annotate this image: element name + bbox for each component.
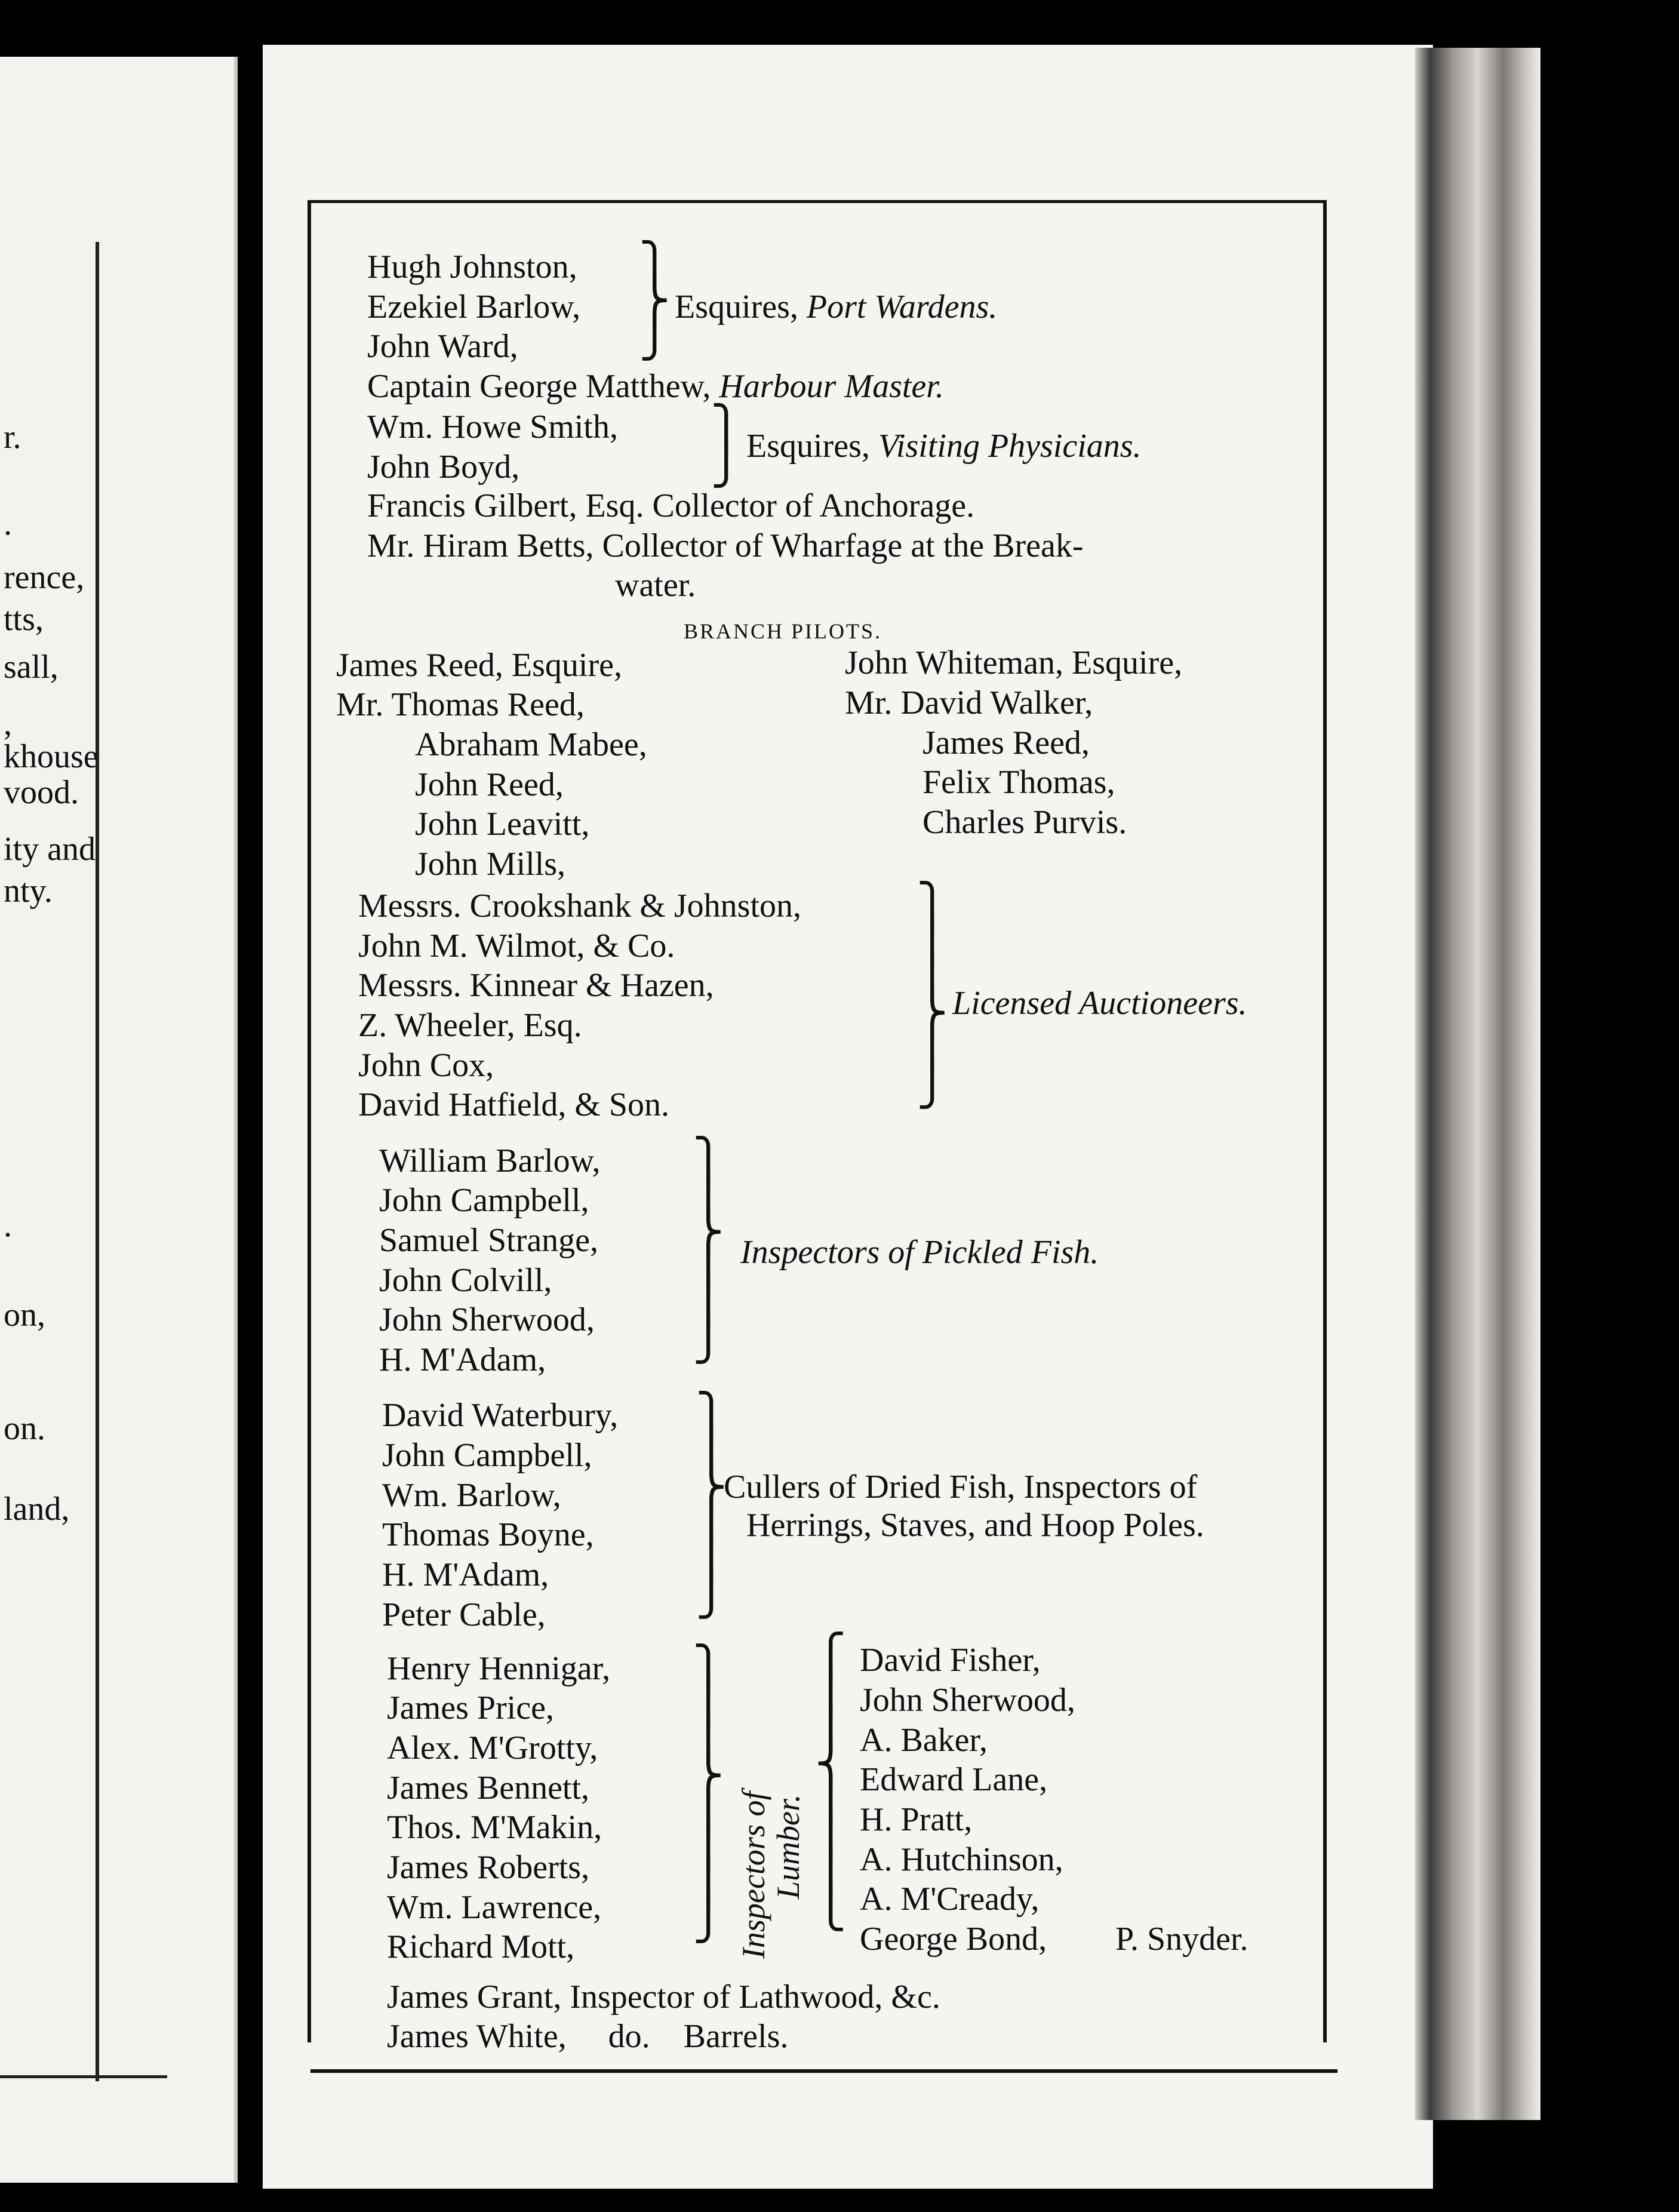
lathwood-line: James Grant, Inspector of Lathwood, &c. [387, 1978, 940, 2016]
pilot-name: James Reed, [922, 724, 1090, 761]
fish-inspector-name: Samuel Strange, [379, 1222, 599, 1259]
physician-name: Wm. Howe Smith, [367, 408, 618, 446]
wharfage-line-cont: water. [615, 567, 696, 604]
left-fragment: sall, [4, 649, 59, 686]
lumber-inspector-name: James Price, [387, 1689, 554, 1726]
pickled-fish-title: Inspectors of Pickled Fish. [740, 1234, 1099, 1271]
page-edge [1415, 48, 1540, 2120]
pilot-name: John Whiteman, Esquire, [845, 644, 1183, 681]
lumber-inspector-name: Thos. M'Makin, [387, 1809, 602, 1846]
harbour-master-line [367, 367, 944, 405]
left-fragment: , [4, 705, 12, 742]
lumber-inspector-name: Alex. M'Grotty, [387, 1729, 598, 1766]
lumber-inspector-name: A. Baker, [860, 1722, 988, 1759]
fish-inspector-name: John Colvill, [379, 1262, 552, 1299]
left-fragment: ity and [4, 831, 96, 868]
left-page-rule [96, 242, 99, 2081]
left-fragment: . [4, 1207, 12, 1244]
culler-name: Peter Cable, [382, 1596, 546, 1633]
brace: ⎫ ⎬ ⎭ [639, 242, 671, 360]
culler-name: David Waterbury, [382, 1397, 619, 1434]
lumber-inspector-name: H. Pratt, [860, 1801, 973, 1838]
culler-name: John Campbell, [382, 1437, 592, 1474]
brace: ⎫ ⎪ ⎬ ⎪ ⎪ ⎭ [693, 1138, 724, 1363]
port-wardens-label [675, 288, 997, 326]
left-fragment: . [4, 505, 12, 542]
fish-inspector-name: William Barlow, [379, 1142, 601, 1179]
left-fragment: vood. [4, 774, 79, 811]
pilot-name: Mr. Thomas Reed, [336, 686, 585, 723]
left-fragment: nty. [4, 872, 53, 910]
left-page-bottom-rule [0, 2075, 167, 2078]
brace: ⎫ ⎪ ⎬ ⎪ ⎪ ⎭ [696, 1393, 727, 1618]
brace: ⎫ ⎪ ⎪ ⎬ ⎪ ⎭ [917, 883, 948, 1108]
physicians-title: Visiting Physicians. [878, 428, 1142, 465]
culler-name: H. M'Adam, [382, 1556, 549, 1593]
port-warden-name: Ezekiel Barlow, [367, 288, 581, 325]
pilot-name: Mr. David Walker, [845, 684, 1093, 721]
lumber-inspector-name: Wm. Lawrence, [387, 1889, 602, 1926]
port-warden-name: Hugh Johnston, [367, 248, 577, 285]
lumber-inspector-name: Richard Mott, [387, 1928, 575, 1965]
culler-name: Wm. Barlow, [382, 1477, 561, 1514]
barrels-line: James White, do. Barrels. [387, 2018, 789, 2055]
pilot-name: John Leavitt, [415, 806, 590, 843]
left-fragment: rence, [4, 559, 85, 596]
left-page [0, 57, 238, 2183]
left-fragment: r. [4, 419, 21, 456]
port-wardens-title: Port Wardens. [806, 288, 998, 325]
anchorage-line: Francis Gilbert, Esq. Collector of Anchorage. [367, 487, 975, 524]
left-fragment: on. [4, 1410, 45, 1447]
esquires-label: Esquires, [746, 428, 870, 465]
lumber-inspector-name: George Bond, [860, 1921, 1047, 1958]
wharfage-line: Mr. Hiram Betts, Collector of Wharfage at the Break- [367, 527, 1084, 564]
pilot-name: Charles Purvis. [922, 804, 1127, 841]
lumber-inspector-name: James Roberts, [387, 1849, 590, 1886]
lumber-inspector-name: Edward Lane, [860, 1761, 1048, 1798]
lumber-vertical-title: Inspectors of [736, 1791, 771, 1959]
harbour-master-name: Captain George Matthew, [367, 368, 711, 405]
pilot-name: Felix Thomas, [922, 764, 1115, 801]
dried-fish-title: Cullers of Dried Fish, Inspectors of [724, 1468, 1198, 1506]
auctioneers-title: Licensed Auctioneers. [952, 985, 1247, 1022]
lumber-inspector-name: James Bennett, [387, 1769, 590, 1807]
pilot-name: Abraham Mabee, [415, 726, 647, 763]
bottom-rule [310, 2069, 1337, 2073]
lumber-inspector-name: A. Hutchinson, [860, 1841, 1063, 1878]
lumber-inspector-name: P. Snyder. [1115, 1921, 1249, 1958]
lumber-inspector-name: A. M'Cready, [860, 1881, 1040, 1918]
auctioneer-name: Messrs. Crookshank & Johnston, [358, 887, 802, 924]
left-fragment: khouse [4, 738, 99, 775]
brace: ⎫ ⎪ ⎪ ⎬ ⎪ ⎪ ⎪ ⎭ [693, 1646, 724, 1943]
pilot-name: John Reed, [415, 766, 564, 803]
brace: ⎧ ⎪ ⎪ ⎨ ⎪ ⎪ ⎪ ⎩ [815, 1634, 847, 1931]
fish-inspector-name: John Sherwood, [379, 1301, 595, 1338]
lumber-inspector-name: Henry Hennigar, [387, 1650, 611, 1687]
physicians-label [746, 427, 1142, 465]
fish-inspector-name: H. M'Adam, [379, 1341, 546, 1378]
left-fragment: on, [4, 1297, 45, 1334]
pilot-name: James Reed, Esquire, [336, 647, 622, 684]
lumber-vertical-title-cont: Lumber. [770, 1794, 806, 1899]
auctioneer-name: John Cox, [358, 1047, 494, 1084]
port-warden-name: John Ward, [367, 328, 518, 365]
fish-inspector-name: John Campbell, [379, 1182, 589, 1219]
auctioneer-name: Z. Wheeler, Esq. [358, 1007, 582, 1044]
branch-pilots-heading: BRANCH PILOTS. [684, 619, 882, 643]
brace: ⎫ ⎭ [711, 405, 742, 487]
auctioneer-name: David Hatfield, & Son. [358, 1086, 670, 1123]
auctioneer-name: Messrs. Kinnear & Hazen, [358, 967, 714, 1004]
left-fragment: tts, [4, 601, 44, 638]
pilot-name: John Mills, [415, 846, 566, 883]
dried-fish-title-cont: Herrings, Staves, and Hoop Poles. [746, 1507, 1204, 1544]
lumber-inspector-name: John Sherwood, [860, 1682, 1075, 1719]
harbour-master-title: Harbour Master. [719, 368, 944, 405]
left-fragment: land, [4, 1491, 70, 1528]
lumber-inspector-name: David Fisher, [860, 1642, 1041, 1679]
physician-name: John Boyd, [367, 448, 520, 486]
culler-name: Thomas Boyne, [382, 1516, 594, 1553]
esquires-label: Esquires, [675, 288, 798, 325]
auctioneer-name: John M. Wilmot, & Co. [358, 927, 675, 964]
